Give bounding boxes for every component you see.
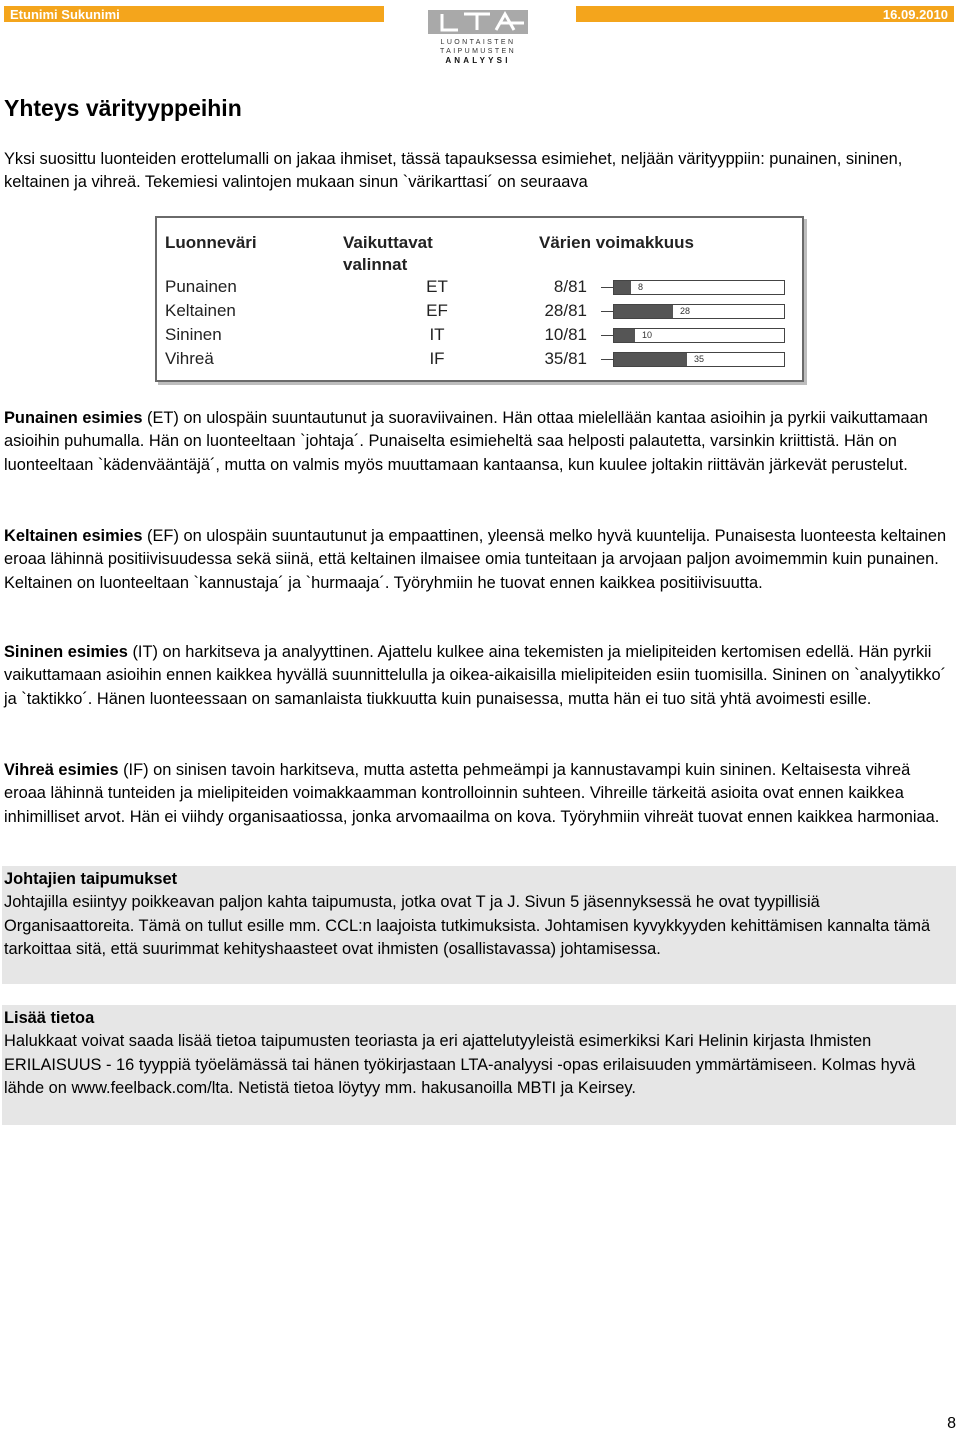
paragraph-green-body: (IF) on sinisen tavoin harkitseva, mutta astetta pehmeämpi ja kannustavampi kuin sininen. Keltaisesta vihreä eroaa lähinnä tunteiden ja mielipiteiden voimakkaamman kontrolloinnin suhteen. Vihreille tärkeitä asioita ovat ennen kaikkea inhimilliset arvot. Hän ei viihdy organisaatiossa, jonka arvomaailma on kova. Työryhmiin vihreät tuovat ennen kaikkea harmoniaa. [4,761,940,826]
page-number: 8 [947,1415,956,1432]
paragraph-blue-lead: Sininen esimies [4,643,128,661]
page-title: Yhteys värityyppeihin [4,95,242,121]
logo-mark [428,10,528,34]
bar-tick [601,359,613,360]
info-box-leaders [2,866,956,984]
bar-label: 28 [680,306,691,316]
table-row-code: ET [426,277,448,296]
bar-tick [601,335,613,336]
bar-vihreä [614,353,687,366]
info-box-more-body: Halukkaat voivat saada lisää tietoa taipumusten teoriasta ja eri ajattelutyyleistä esimerkiksi Kari Helinin kirjasta Ihmisten ERILAISUUS - 16 tyyppiä työelämässä tai hänen työkirjastaan LTA-analyysi -opas erilaisuuden ymmärtämiseen. Kolmas hyvä lähde on www.feelback.com/lta. Netistä tietoa löytyy mm. hakusanoilla MBTI ja Keirsey. [4,1032,916,1097]
table-row-color: Keltainen [165,301,236,320]
intro-text: Yksi suosittu luonteiden erottelumalli on jakaa ihmiset, tässä tapauksessa esimiehet, neljään värityyppiin: punainen, sininen, keltainen ja vihreä. Tekemiesi valintojen mukaan sinun `värikarttasi´ on seuraava [4,150,903,192]
paragraph-red [4,407,956,477]
logo-line2: TAIPUMUSTEN [439,48,517,55]
table-row-color: Vihreä [165,349,214,368]
table-row-color: Punainen [165,277,237,296]
table-header-intensity: Värien voimakkuus [539,233,694,252]
info-box-more [2,1005,956,1125]
paragraph-yellow-body: (EF) on ulospäin suuntautunut ja empaattinen, yleensä melko hyvä kuuntelija. Punaisesta luonteesta keltainen eroaa lähinnä positiivisuudessa sekä siinä, että keltainen ilmaisee omia tunteitaan ja arvojaan paljon avoimemmin kuin punainen. Keltainen on luonteeltaan `kannustaja´ ja `hurmaaja´. Työryhmiin he tuovat ennen kaikkea positiivisuutta. [4,527,947,592]
table-row-code: IT [429,325,445,344]
bar-tick [601,311,613,312]
bar-keltainen [614,305,673,318]
bar-label: 8 [638,282,644,292]
paragraph-green [4,759,956,829]
table-row-ratio: 28/81 [544,301,587,320]
paragraph-yellow-lead: Keltainen esimies [4,527,143,545]
paragraph-red-lead: Punainen esimies [4,409,143,427]
bar-label: 10 [642,330,653,340]
header-name: Etunimi Sukunimi [10,7,120,22]
table-row-code: EF [426,301,448,320]
bar-punainen [614,281,631,294]
bar-sininen [614,329,635,342]
lta-logo [428,10,528,66]
table-header-choices: Vaikuttavat valinnat [343,233,433,274]
info-box-leaders-text [4,868,954,961]
paragraph-blue [4,641,956,711]
bar-label: 35 [694,354,705,364]
table-row-ratio: 8/81 [553,277,587,296]
paragraph-blue-body: (IT) on harkitseva ja analyyttinen. Ajattelu kulkee aina tekemisten ja mielipiteiden kertomisen edellä. Hän pyrkii vaikuttamaan asioihin ennen kaikkea hyvällä suunnittelulla ja oikea-aikaisilla mielipiteiden esiin tuomisilla. Sininen on `analyytikko´ ja `taktikko´. Hänen luonteessaan on samanlaista tiukkuutta kuin punaisessa, mutta hän ei tuo sitä yhtä avoimesti esille. [4,643,947,708]
paragraph-red-body: (ET) on ulospäin suuntautunut ja suoraviivainen. Hän ottaa mielellään kantaa asioihin ja pyrkii vaikuttamaan asioihin puhumalla. Hän on luonteeltaan `johtaja´. Punaiselta esimieheltä saa helposti palautetta, varsinkin kriittistä. Hän on luonteeltaan `kädenvääntäjä´, mutta on valmis myös muuttamaan kantaansa, kun kuulee joltakin riittävän järkevät perustelut. [4,409,928,474]
info-box-leaders-body: Johtajilla esiintyy poikkeavan paljon kahta taipumusta, jotka ovat T ja J. Sivun 5 jäsennyksessä he ovat tyypillisiä Organisaattoreita. Tämä on tullut esille mm. CCL:n laajoista tutkimuksista. Johtamisen kyvykkyyden kehittämisen kannalta tämä tarkoittaa sitä, että suurimmat kehityshaasteet ovat ihmisten (osallistavassa) johtamisessa. [4,893,931,958]
logo-line3: ANALYYSI [445,56,511,65]
color-chart-table [155,216,804,382]
bar-track [613,328,785,343]
table-row-color: Sininen [165,325,222,344]
logo-line1: LUONTAISTEN [440,39,516,46]
bar-track [613,304,785,319]
paragraph-green-lead: Vihreä esimies [4,761,119,779]
table-row-code: IF [429,349,445,368]
info-box-leaders-heading: Johtajien taipumukset [4,870,178,888]
paragraph-yellow [4,525,956,595]
table-row-ratio: 35/81 [544,349,587,368]
info-box-more-text [4,1007,954,1100]
table-row-ratio: 10/81 [544,325,587,344]
bar-tick [601,287,613,288]
info-box-more-heading: Lisää tietoa [4,1009,95,1027]
table-header-color: Luonneväri [165,233,257,252]
header-date: 16.09.2010 [882,7,948,22]
